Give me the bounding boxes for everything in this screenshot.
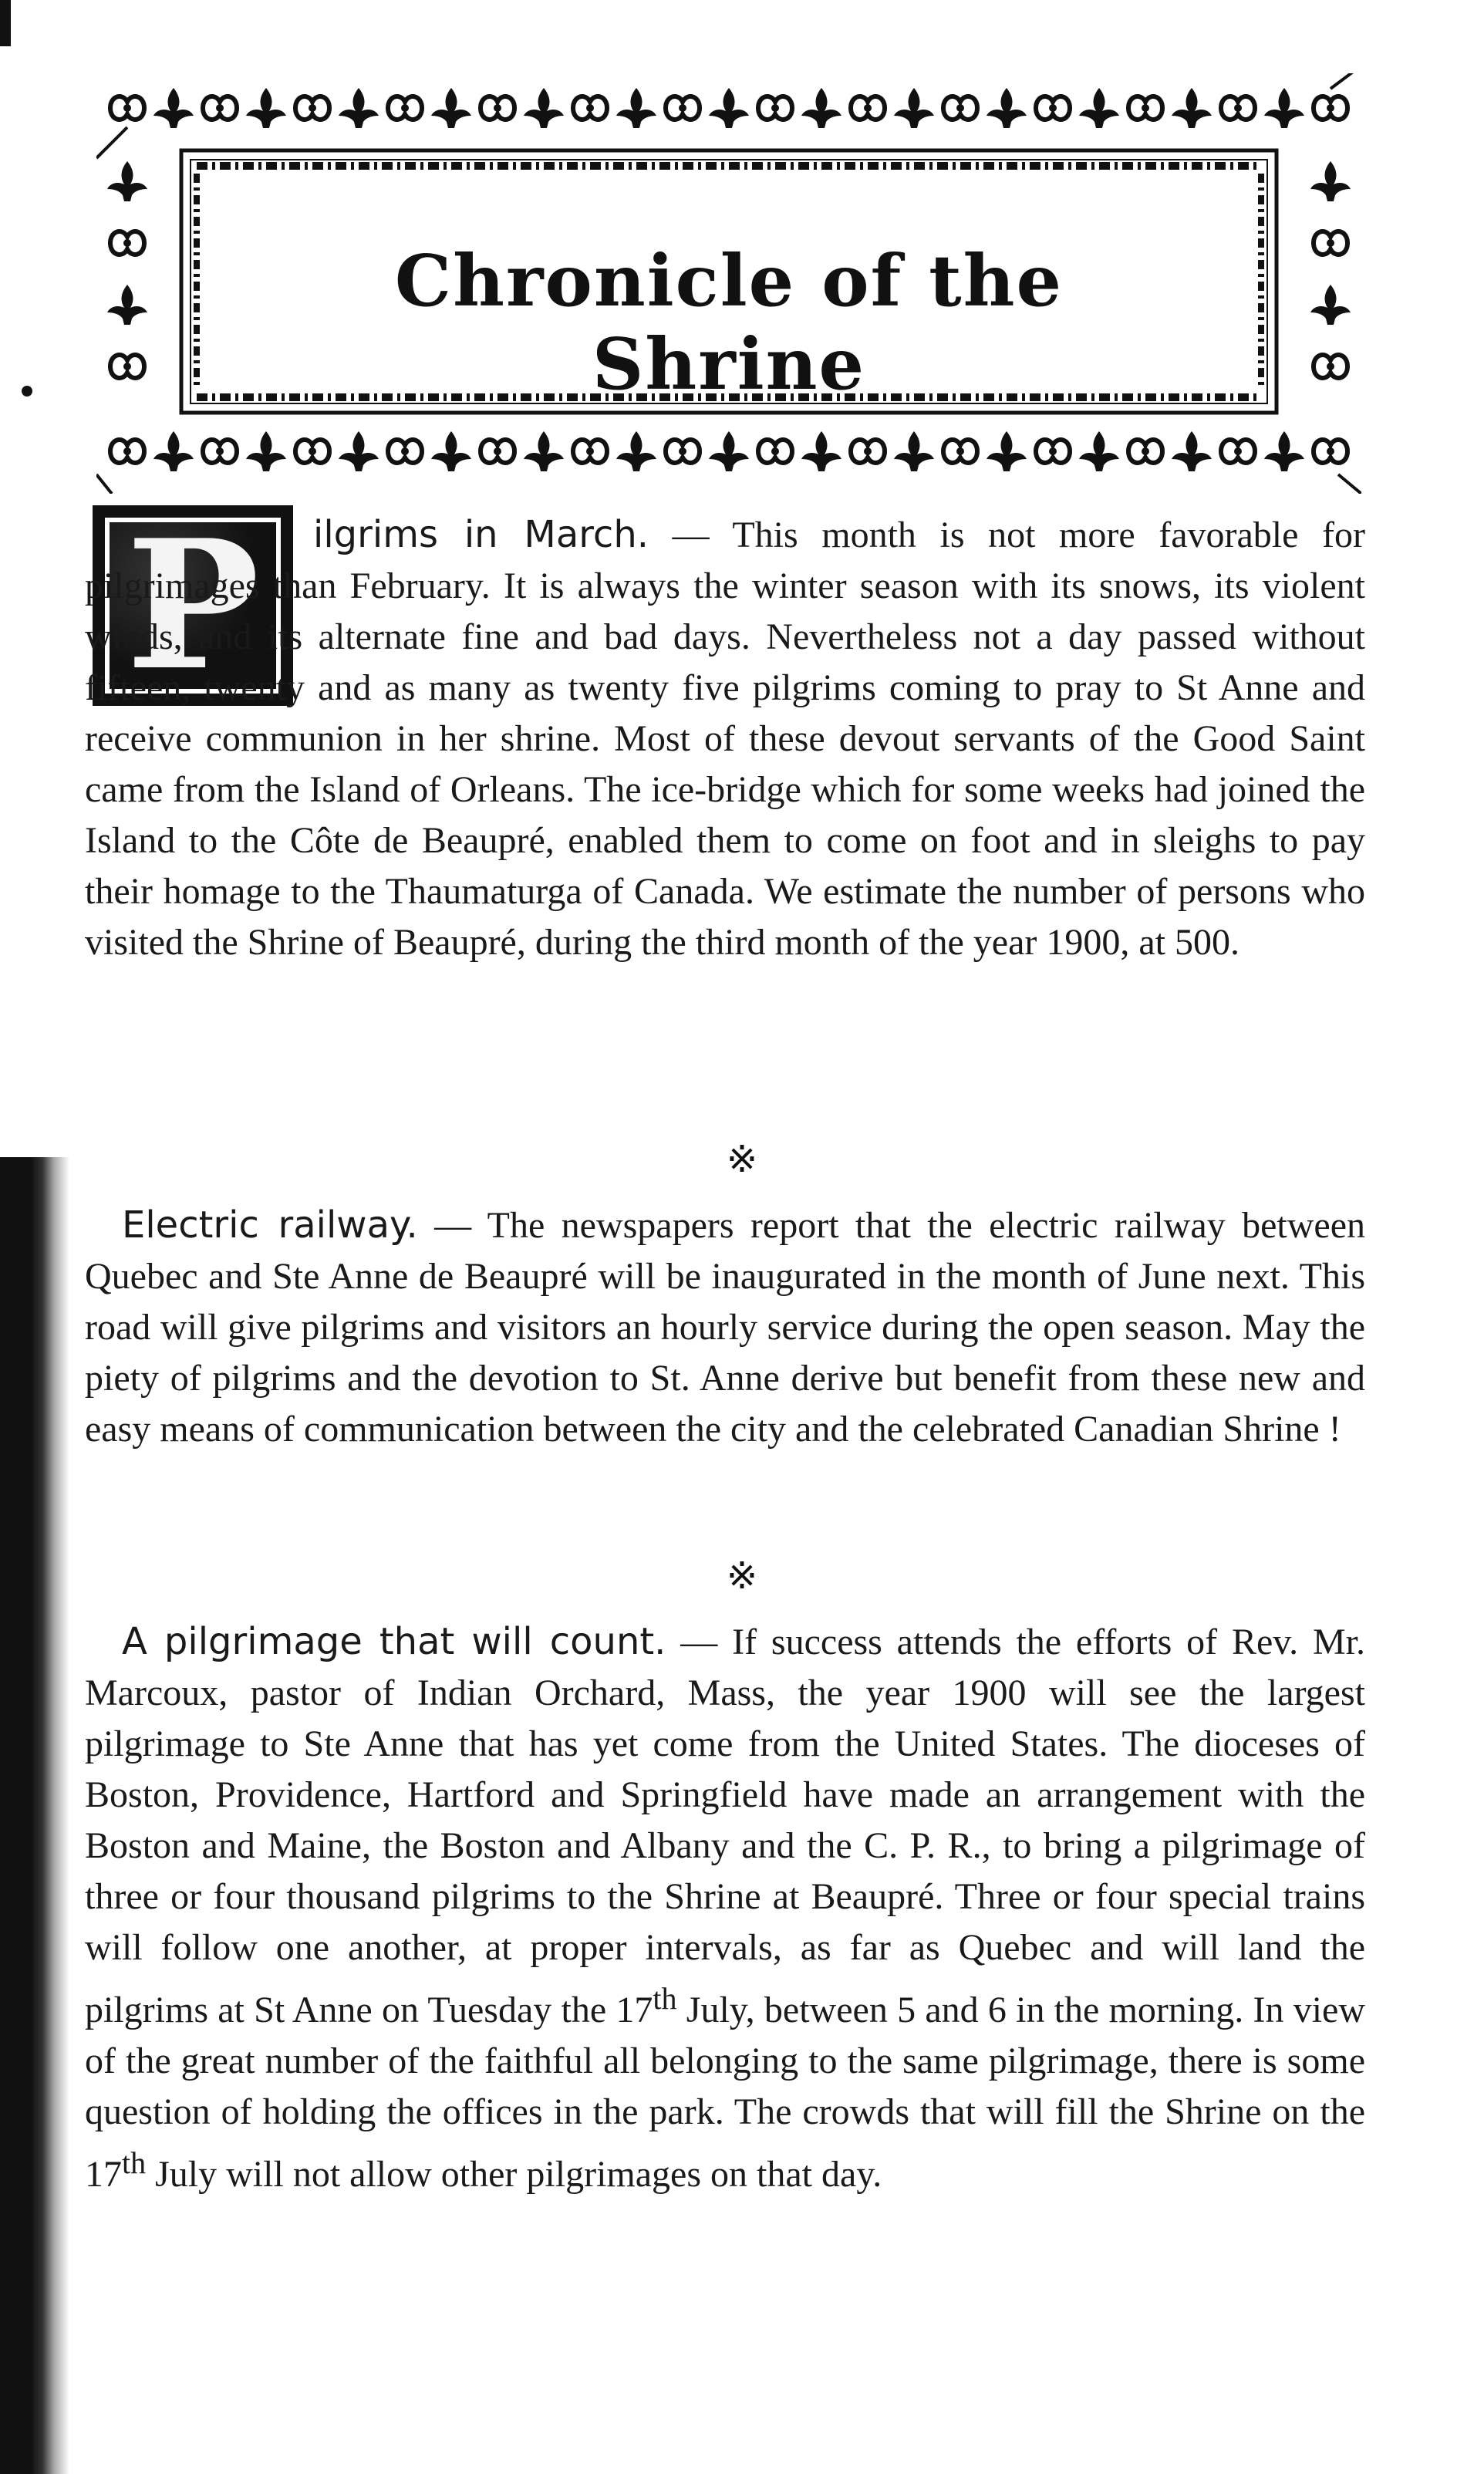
section-body: July will not allow other pilgrimages on that day.	[146, 2154, 882, 2195]
ink-dot	[22, 386, 32, 397]
ornamental-header	[96, 73, 1361, 494]
section-body: — The newspapers report that the electric railway between Quebec and Ste Anne de Beaupré will be inaugurated in the month of June next. This road will give pilgrims and visitors an hourly service during the open season. May the piety of pilgrims and the devotion to St. Anne derive but benefit from these new and easy means of communication between the city and the celebrated Canadian Shrine !	[85, 1205, 1365, 1450]
page-edge-mark	[0, 0, 11, 46]
section-pilgrims-in-march	[85, 501, 1365, 968]
section-pilgrimage-that-will-count	[85, 1616, 1365, 2200]
section-heading: ilgrims in March.	[313, 513, 649, 556]
section-separator: ※	[726, 1556, 758, 1597]
ordinal-suffix: th	[653, 1981, 677, 2016]
ordinal-suffix: th	[122, 2145, 147, 2180]
drop-cap-letter: P	[126, 501, 260, 710]
section-body: July, between 5 and 6 in the morning. In view of the great number of the faithful all belonging to the same pilgrimage, there is some question of holding the offices in the park. The crowds that will fill the Shrine on the 17	[85, 1990, 1365, 2195]
scan-shadow	[0, 1157, 69, 2474]
section-heading: Electric railway.	[122, 1203, 418, 1247]
section-heading: A pilgrimage that will count.	[122, 1620, 666, 1663]
section-body: — This month is not more favorable for pilgrimages than February. It is always the winter season with its snows, its violent winds, and its alternate fine and bad days. Nevertheless not a day passed without fifteen, twenty and as many as twenty five pilgrims coming to pray to St Anne and receive communion in her shrine. Most of these devout servants of the Good Saint came from the Island of Orleans. The ice-bridge which for some weeks had joined the Island to the Côte de Beaupré, enabled them to come on foot and in sleighs to pay their homage to the Thaumaturga of Canada. We estimate the number of persons who visited the Shrine of Beaupré, during the third month of the year 1900, at 500.	[85, 515, 1365, 963]
section-body: — If success attends the efforts of Rev. Mr. Marcoux, pastor of Indian Orchard, Mass, the year 1900 will see the largest pilgrimage to Ste Anne that has yet come from the United States. The dioceses of Boston, Providence, Hartford and Springfield have made an arrangement with the Boston and Maine, the Boston and Albany and the C. P. R., to bring a pilgrimage of three or four thousand pilgrims to the Shrine at Beaupré. Three or four special trains will follow one another, at proper intervals, as far as Quebec and will land the pilgrims at St Anne on Tuesday the 17	[85, 1622, 1366, 2030]
section-separator: ※	[726, 1139, 758, 1180]
section-electric-railway	[85, 1200, 1365, 1455]
page-title: Chronicle of the Shrine	[394, 239, 1064, 406]
